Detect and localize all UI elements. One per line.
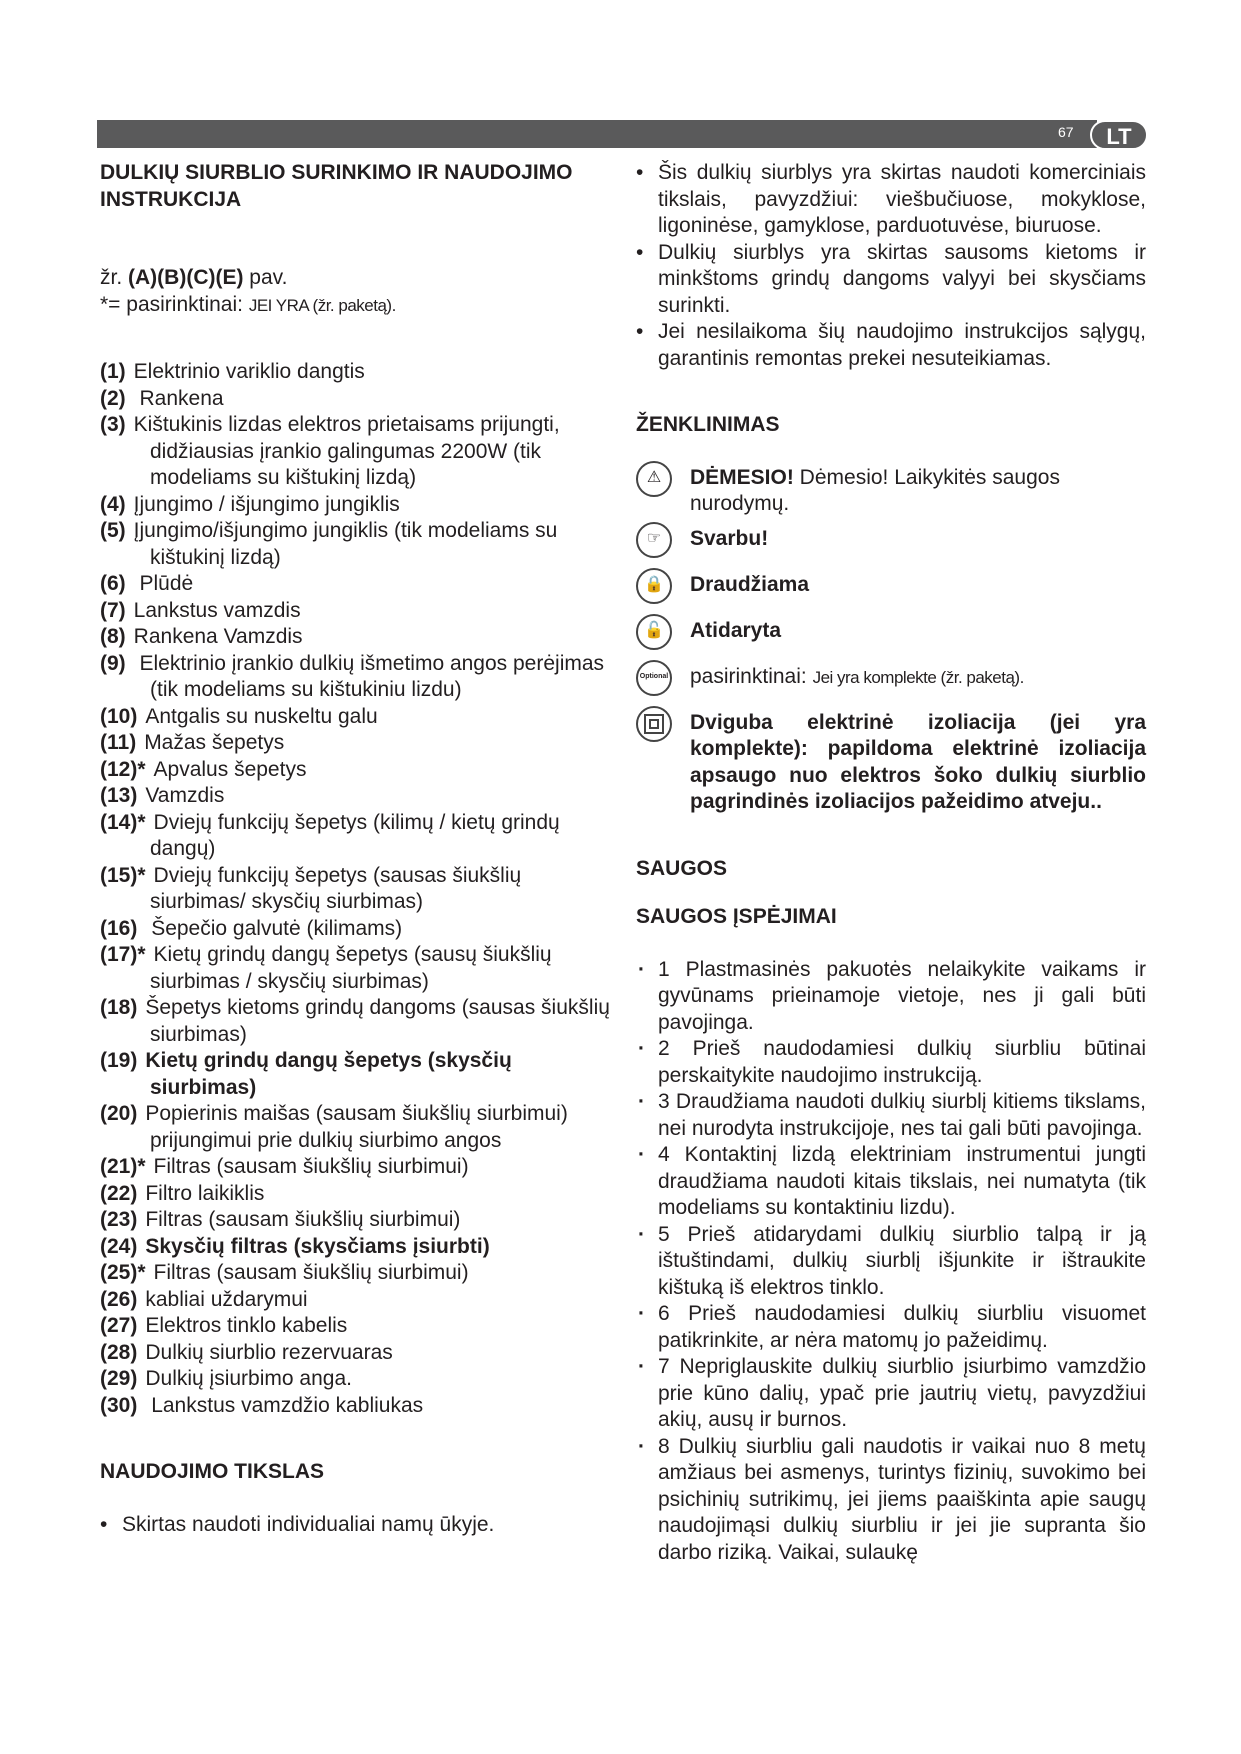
- part-item: [100, 810, 615, 863]
- part-label: kabliai uždarymui: [145, 1287, 308, 1311]
- part-number: (11): [100, 731, 137, 754]
- safety-warning: · 3 Draudžiama naudoti dulkių siurblį kitiems tikslams, nei nurodyta instrukcijoje, nes tai gali būti pavojinga.: [636, 1089, 1146, 1142]
- optional-icon: Optional: [636, 660, 672, 696]
- part-label: Lankstus vamzdžio kabliukas: [145, 1393, 424, 1417]
- part-number: (14)*: [100, 810, 146, 834]
- part-label: Įjungimo / išjungimo jungiklis: [133, 492, 400, 516]
- lock-open-icon: 🔓: [636, 614, 672, 650]
- part-label: Plūdė: [133, 572, 194, 595]
- symbol-description: Dėmesio! Laikykitės saugos nurodymų.: [690, 465, 1060, 515]
- part-label: Elektrinio variklio dangtis: [133, 360, 365, 383]
- part-label: Dulkių siurblio rezervuaras: [145, 1340, 393, 1364]
- part-item: [100, 1366, 615, 1393]
- part-number: (17)*: [100, 943, 146, 966]
- double-insulation-text: Dviguba elektrinė izoliacija (jei yra komplekte): papildoma elektrinė izoliacija apsaugo nuo elektros šoko dulkių siurblio pagrindinės izoliacijos pažeidimo atveju..: [690, 710, 1146, 813]
- part-number: (26): [100, 1287, 138, 1311]
- usage-bullet: • Šis dulkių siurblys yra skirtas naudoti komerciniais tikslais, pavyzdžiui: viešbučiuose, mokyklose, ligoninėse, gamyklose, parduotuvėse, biuruose.: [636, 160, 1146, 240]
- part-label: Rankena: [133, 386, 224, 410]
- part-label: Dviejų funkcijų šepetys (kilimų / kietų grindų dangų): [150, 810, 560, 860]
- part-number: (19): [100, 1049, 138, 1072]
- optional-note-right: Jei yra komplekte (žr. paketą).: [812, 667, 1024, 687]
- safety-warning: · 6 Prieš naudodamiesi dulkių siurbliu visuomet patikrinkite, ar nėra matomų jo pažeidimų.: [636, 1301, 1146, 1354]
- part-label: Filtras (sausam šiukšlių siurbimui): [153, 1155, 469, 1178]
- symbol-label: DĖMESIO!: [690, 465, 794, 489]
- part-number: (29): [100, 1367, 138, 1390]
- part-item: [100, 518, 615, 571]
- part-item: [100, 1313, 615, 1340]
- part-label: Įjungimo/išjungimo jungiklis (tik modeliams su kištukinį lizdą): [133, 519, 558, 569]
- part-number: (25)*: [100, 1261, 146, 1284]
- part-number: (23): [100, 1208, 138, 1231]
- part-item: [100, 598, 615, 625]
- part-item: [100, 386, 615, 413]
- part-item: [100, 412, 615, 492]
- lock-closed-icon: 🔒: [636, 568, 672, 604]
- symbol-row: [636, 526, 1146, 564]
- part-number: (24): [100, 1234, 138, 1258]
- part-number: (5): [100, 519, 126, 542]
- part-number: (2): [100, 386, 126, 410]
- part-item: [100, 359, 615, 386]
- part-number: (10): [100, 704, 138, 728]
- part-number: (16): [100, 916, 138, 940]
- ref-figures: (A)(B)(C)(E): [128, 266, 244, 289]
- part-item: [100, 651, 615, 704]
- usage-bullet: • Dulkių siurblys yra skirtas sausoms kietoms ir minkštoms grindų dangoms valyyi bei skysčiams surinkti.: [636, 240, 1146, 320]
- part-item: [100, 1048, 615, 1101]
- part-item: [100, 1101, 615, 1154]
- part-number: (6): [100, 572, 126, 595]
- safety-warning: · 7 Nepriglauskite dulkių siurblio įsiurbimo vamzdžio prie kūno dalių, ypač prie jautrių vietų, pavyzdžiui akių, ausų ir burnos.: [636, 1354, 1146, 1434]
- part-label: Šepečio galvutė (kilimams): [145, 916, 403, 940]
- part-number: (1): [100, 360, 126, 383]
- safety-warning: · 4 Kontaktinį lizdą elektriniam instrumentui jungti draudžiama naudoti kitais tikslais, nei numatyta (tik modeliams su kontaktiniu lizdu).: [636, 1142, 1146, 1222]
- purpose-list: [100, 1512, 615, 1539]
- part-label: Elektrinio įrankio dulkių išmetimo angos perėjimas (tik modeliams su kištukiniu lizdu): [133, 651, 605, 701]
- symbol-label: Atidaryta: [690, 618, 782, 642]
- pointing-hand-icon: ☞: [636, 522, 672, 558]
- symbol-label: Draudžiama: [690, 572, 810, 596]
- safety-warning: · 8 Dulkių siurbliu gali naudotis ir vaikai nuo 8 metų amžiaus bei asmenys, turintys fizinių, suvokimo bei psichinių sutrikimų, jei jiems paaiškinta apie saugų naudojimąsi dulkių siurbliu ir jei jie supranta šio darbo riziką. Vaikai, sulaukę: [636, 1434, 1146, 1567]
- double-insulation-row: [636, 710, 1146, 816]
- symbol-row: [636, 465, 1146, 518]
- part-item: [100, 1393, 615, 1420]
- part-label: Filtro laikiklis: [145, 1181, 265, 1205]
- part-number: (13): [100, 784, 138, 807]
- optional-note: JEI YRA (žr. paketą).: [248, 295, 396, 315]
- usage-bullet: • Jei nesilaikoma šių naudojimo instrukcijos sąlygų, garantinis remontas prekei nesuteikiamas.: [636, 319, 1146, 372]
- part-number: (4): [100, 492, 126, 516]
- part-item: [100, 1287, 615, 1314]
- part-number: (21)*: [100, 1155, 146, 1178]
- part-item: [100, 916, 615, 943]
- ref-suffix: pav.: [243, 266, 288, 289]
- part-label: Skysčių filtras (skysčiams įsiurbti): [145, 1234, 490, 1258]
- part-label: Kištukinis lizdas elektros prietaisams prijungti, didžiausias įrankio galingumas 2200W (tik modeliams su kištukinį lizdą): [133, 413, 560, 489]
- part-item: [100, 942, 615, 995]
- part-number: (27): [100, 1314, 138, 1337]
- part-label: Rankena Vamzdis: [133, 625, 303, 648]
- left-column: [100, 160, 615, 1538]
- part-label: Vamzdis: [145, 784, 225, 807]
- part-label: Lankstus vamzdis: [133, 598, 301, 622]
- safety-warning: · 5 Prieš atidarydami dulkių siurblio talpą ir ją ištuštindami, dulkių siurblį išjunkite ir ištraukite kištuką iš elektros tinklo.: [636, 1222, 1146, 1302]
- part-item: [100, 1340, 615, 1367]
- part-number: (3): [100, 413, 126, 436]
- part-label: Kietų grindų dangų šepetys (skysčių siurbimas): [145, 1049, 512, 1099]
- warnings-title: SAUGOS ĮSPĖJIMAI: [636, 905, 837, 928]
- part-number: (28): [100, 1340, 138, 1364]
- part-number: (12)*: [100, 757, 146, 781]
- safety-warning: · 2 Prieš naudodamiesi dulkių siurbliu būtinai perskaitykite naudojimo instrukciją.: [636, 1036, 1146, 1089]
- parts-list: [100, 359, 615, 1419]
- part-number: (22): [100, 1181, 138, 1205]
- part-item: [100, 783, 615, 810]
- part-label: Dviejų funkcijų šepetys (sausas šiukšlių siurbimas/ skysčių siurbimas): [150, 863, 522, 913]
- right-column: [636, 160, 1146, 1566]
- instructions-title: DULKIŲ SIURBLIO SURINKIMO IR NAUDOJIMO INSTRUKCIJA: [100, 161, 573, 211]
- part-item: [100, 863, 615, 916]
- part-item: [100, 730, 615, 757]
- part-item: [100, 624, 615, 651]
- part-label: Apvalus šepetys: [153, 757, 307, 781]
- safety-title: SAUGOS: [636, 856, 728, 880]
- part-label: Filtras (sausam šiukšlių siurbimui): [153, 1261, 469, 1284]
- warning-triangle-icon: ⚠: [636, 461, 672, 497]
- purpose-bullet: • Skirtas naudoti individualiai namų ūkyje.: [100, 1512, 615, 1539]
- part-number: (20): [100, 1102, 138, 1125]
- optional-label: *= pasirinktinai:: [100, 292, 249, 316]
- page-header-bar: [97, 120, 1097, 148]
- part-item: [100, 1181, 615, 1208]
- optional-label-right: pasirinktinai:: [690, 664, 813, 688]
- part-item: [100, 995, 615, 1048]
- part-item: [100, 1260, 615, 1287]
- part-label: Mažas šepetys: [144, 731, 285, 754]
- safety-warning: · 1 Plastmasinės pakuotės nelaikykite vaikams ir gyvūnams prieinamoje vietoje, nes ji gali būti pavojinga.: [636, 957, 1146, 1037]
- ref-prefix: žr.: [100, 266, 129, 289]
- language-badge: LT: [1090, 120, 1148, 150]
- part-number: (9): [100, 651, 126, 675]
- part-item: [100, 1207, 615, 1234]
- part-number: (18): [100, 996, 138, 1019]
- warnings-list: [636, 957, 1146, 1567]
- part-item: [100, 757, 615, 784]
- usage-bullets: [636, 160, 1146, 372]
- part-item: [100, 571, 615, 598]
- part-item: [100, 704, 615, 731]
- purpose-title: NAUDOJIMO TIKSLAS: [100, 1460, 325, 1483]
- symbol-row: [636, 572, 1146, 610]
- part-number: (30): [100, 1393, 138, 1417]
- marking-title: ŽENKLINIMAS: [636, 413, 780, 436]
- optional-legend: [100, 292, 615, 320]
- part-label: Elektros tinklo kabelis: [145, 1314, 348, 1337]
- part-label: Filtras (sausam šiukšlių siurbimui): [145, 1208, 461, 1231]
- symbol-row: [636, 618, 1146, 656]
- optional-symbol-row: [636, 664, 1146, 702]
- part-number: (8): [100, 625, 126, 648]
- part-label: Šepetys kietoms grindų dangoms (sausas šiukšlių siurbimas): [145, 996, 610, 1046]
- part-label: Dulkių įsiurbimo anga.: [145, 1367, 352, 1390]
- symbols-list: [636, 465, 1146, 656]
- symbol-label: Svarbu!: [690, 526, 769, 550]
- part-label: Antgalis su nuskeltu galu: [145, 704, 378, 728]
- part-label: Kietų grindų dangų šepetys (sausų šiukšlių siurbimas / skysčių siurbimas): [150, 943, 552, 993]
- figure-reference: [100, 265, 615, 292]
- part-item: [100, 1154, 615, 1181]
- part-number: (7): [100, 598, 126, 622]
- part-item: [100, 1234, 615, 1261]
- double-insulation-icon: [636, 706, 672, 742]
- part-label: Popierinis maišas (sausam šiukšlių siurbimui) prijungimui prie dulkių siurbimo angos: [145, 1102, 568, 1152]
- part-number: (15)*: [100, 863, 146, 887]
- part-item: [100, 492, 615, 519]
- page-number: 67: [1058, 124, 1074, 140]
